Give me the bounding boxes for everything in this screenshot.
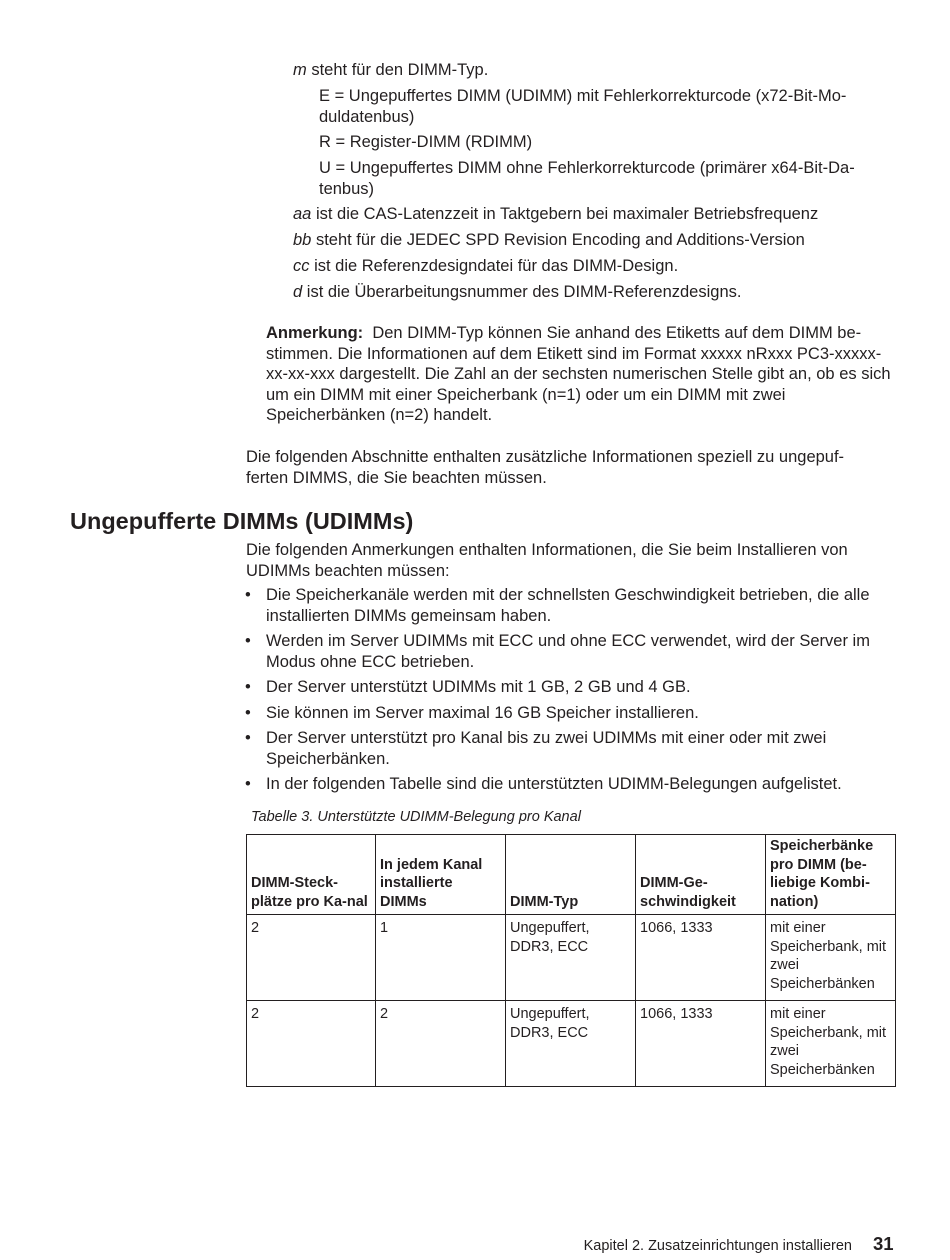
column-header: In jedem Kanal installierte DIMMs (376, 835, 506, 915)
column-header: DIMM-Typ (506, 835, 636, 915)
table-caption: Tabelle 3. Unterstützte UDIMM-Belegung pro Kanal (251, 809, 581, 825)
list-item (245, 585, 895, 626)
bullet-icon: • (245, 729, 251, 747)
intro-paragraph: Die folgenden Abschnitte enthalten zusätzliche Informationen speziell zu ungepuf-ferten DIMMS, die Sie beachten müssen. (246, 448, 845, 487)
udimm-table (246, 834, 896, 1087)
table-row (247, 1001, 896, 1087)
section-heading: Ungepufferte DIMMs (UDIMMs) (70, 508, 414, 534)
table-cell: 2 (247, 1001, 376, 1087)
definition-text: steht für die JEDEC SPD Revision Encoding and Additions-Version (311, 231, 805, 249)
table-cell: mit einer Speicherbank, mit zwei Speicherbänken (766, 1001, 896, 1087)
definition-term: cc (293, 257, 310, 275)
table-cell: 2 (376, 1001, 506, 1087)
list-item (245, 703, 895, 724)
column-header: DIMM-Steck-plätze pro Ka-nal (247, 835, 376, 915)
definition-term: bb (293, 231, 312, 249)
list-item (245, 631, 895, 672)
list-item-text: Sie können im Server maximal 16 GB Speicher installieren. (266, 703, 699, 722)
definition-bb (293, 230, 893, 251)
note-paragraph (266, 323, 896, 426)
table-row (247, 915, 896, 1001)
definition-text: ist die CAS-Latenzzeit in Taktgebern bei maximaler Betriebsfrequenz (311, 205, 819, 223)
definition-term: m (293, 61, 307, 79)
table-cell: 1066, 1333 (636, 1001, 766, 1087)
definition-m-value-r: R = Register-DIMM (RDIMM) (319, 133, 533, 151)
table-header-row (247, 835, 896, 915)
bullet-icon: • (245, 678, 251, 696)
page-number: 31 (873, 1233, 894, 1254)
section-intro: Die folgenden Anmerkungen enthalten Informationen, die Sie beim Installieren von UDIMMs beachten müssen: (246, 541, 848, 580)
list-item (245, 774, 895, 795)
list-item-text: Werden im Server UDIMMs mit ECC und ohne ECC verwendet, wird der Server im Modus ohne ECC betrieben. (266, 632, 870, 671)
note-text: Den DIMM-Typ können Sie anhand des Etiketts auf dem DIMM be-stimmen. Die Informationen auf dem Etikett sind im Format xxxxx nRxxx PC3-xxxxx-xx-xx-xxx dargestellt. Die Zahl an der sechsten numerischen Stelle gibt an, ob es sich um ein DIMM mit einer Speicherbank (n=1) oder um ein DIMM mit zwei Speicherbänken (n=2) handelt. (266, 324, 891, 424)
table-cell: mit einer Speicherbank, mit zwei Speicherbänken (766, 915, 896, 1001)
list-item-text: Die Speicherkanäle werden mit der schnellsten Geschwindigkeit betrieben, die alle installierten DIMMs gemeinsam haben. (266, 586, 870, 625)
definition-text: ist die Überarbeitungsnummer des DIMM-Referenzdesigns. (302, 283, 742, 301)
definition-text: ist die Referenzdesigndatei für das DIMM-Design. (309, 257, 679, 275)
table-cell: 1066, 1333 (636, 915, 766, 1001)
definition-m-value-u: U = Ungepuffertes DIMM ohne Fehlerkorrekturcode (primärer x64-Bit-Da-tenbus) (319, 159, 855, 198)
list-item-text: In der folgenden Tabelle sind die unterstützten UDIMM-Belegungen aufgelistet. (266, 775, 842, 793)
definition-m (293, 60, 893, 81)
definition-d (293, 282, 893, 303)
definition-m-value-e: E = Ungepuffertes DIMM (UDIMM) mit Fehlerkorrekturcode (x72-Bit-Mo-duldatenbus) (319, 87, 847, 126)
column-header: Speicherbänke pro DIMM (be-liebige Kombi-nation) (766, 835, 896, 915)
bullet-icon: • (245, 586, 251, 604)
bullet-list (245, 585, 895, 800)
bullet-icon: • (245, 775, 251, 793)
list-item (245, 677, 895, 698)
definition-cc (293, 256, 893, 277)
note-label: Anmerkung: (266, 324, 364, 342)
table-cell: 1 (376, 915, 506, 1001)
table-cell: Ungepuffert, DDR3, ECC (506, 915, 636, 1001)
list-item (245, 728, 895, 769)
definition-text: steht für den DIMM-Typ. (306, 61, 489, 79)
table-cell: Ungepuffert, DDR3, ECC (506, 1001, 636, 1087)
definition-aa (293, 204, 893, 225)
column-header: DIMM-Ge-schwindigkeit (636, 835, 766, 915)
table-cell: 2 (247, 915, 376, 1001)
list-item-text: Der Server unterstützt pro Kanal bis zu zwei UDIMMs mit einer oder mit zwei Speicherbänken. (266, 729, 827, 768)
footer-chapter: Kapitel 2. Zusatzeinrichtungen installieren (583, 1238, 852, 1254)
list-item-text: Der Server unterstützt UDIMMs mit 1 GB, 2 GB und 4 GB. (266, 678, 691, 696)
bullet-icon: • (245, 703, 251, 722)
bullet-icon: • (245, 632, 251, 650)
definition-term: d (293, 283, 303, 301)
definition-term: aa (293, 205, 312, 223)
